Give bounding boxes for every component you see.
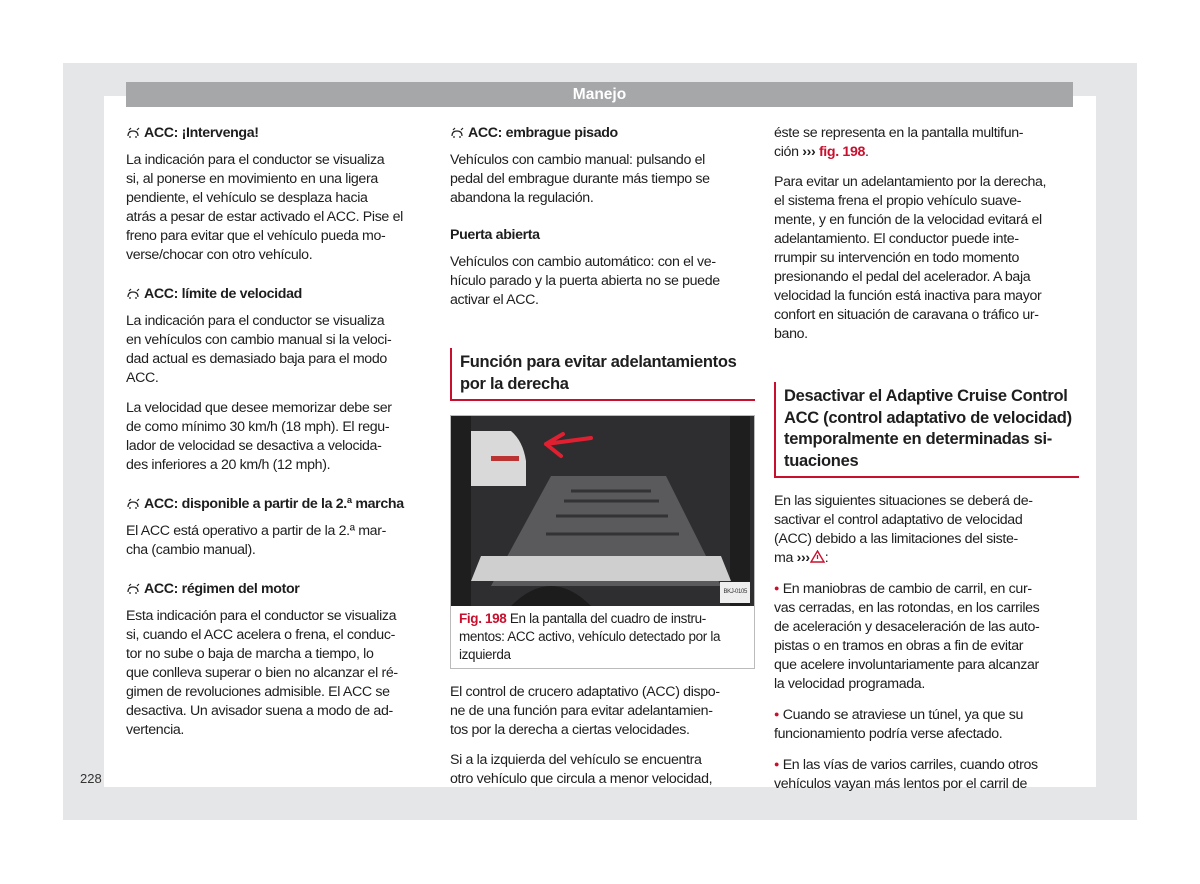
bullet-item	[774, 579, 1079, 694]
figure-link[interactable]: fig. 198	[818, 144, 866, 160]
ref-arrow: ›››	[796, 550, 810, 566]
bullet-icon: ●	[774, 759, 780, 769]
heading-text: ACC: régimen del motor	[144, 581, 300, 597]
heading-text: ACC: ¡Intervenga!	[144, 125, 259, 141]
heading-puerta-abierta: Puerta abierta	[450, 227, 540, 243]
bullet-item	[774, 755, 1079, 794]
heading-embrague	[450, 124, 755, 143]
column-3	[774, 124, 1079, 805]
dashboard-display-illustration	[451, 416, 750, 606]
heading-regimen-motor	[126, 580, 431, 599]
section-header: Manejo	[126, 82, 1073, 107]
text: éste se representa en la pantalla multifun- ción	[774, 125, 1024, 160]
bullet-text: En maniobras de cambio de carril, en cur- vas cerradas, en las rotondas, en los carriles de aceleración y desaceleración de las auto- pistas o en tramos en obras a fin de evitar que acelere involuntariamente para alcanzar la velocidad programada.	[774, 581, 1040, 692]
bullet-text: En las vías de varios carriles, cuando otros vehículos vayan más lentos por el carril de	[774, 757, 1038, 792]
section-title-adelantamientos: Función para evitar adelantamientos por la derecha	[450, 348, 755, 401]
paragraph: La velocidad que desee memorizar debe ser de como mínimo 30 km/h (18 mph). El regu- lador de velocidad se desactiva a velocida- des inferiores a 20 km/h (12 mph).	[126, 400, 392, 473]
column-1	[126, 124, 431, 751]
heading-segunda-marcha	[126, 495, 431, 514]
paragraph: Si a la izquierda del vehículo se encuentra otro vehículo que circula a menor velocidad,	[450, 752, 713, 787]
bullet-icon: ●	[774, 583, 780, 593]
heading-text: ACC: disponible a partir de la 2.ª marcha	[144, 496, 404, 512]
figure-label: Fig. 198	[459, 611, 507, 626]
arrow-left-icon	[546, 434, 591, 456]
paragraph: Vehículos con cambio automático: con el ve- hículo parado y la puerta abierta no se puede activar el ACC.	[450, 254, 720, 308]
page-number: 228	[80, 771, 102, 786]
paragraph	[774, 124, 1079, 162]
warning-triangle-icon[interactable]	[810, 550, 825, 563]
text: En las siguientes situaciones se deberá de- sactivar el control adaptativo de velocidad (ACC) debido a las limitaciones del siste- ma	[774, 493, 1033, 566]
paragraph: La indicación para el conductor se visualiza en vehículos con cambio manual si la veloci- dad actual es demasiado baja para el modo ACC.	[126, 313, 392, 386]
paragraph: Para evitar un adelantamiento por la derecha, el sistema frena el propio vehículo suave- mente, y en función de la velocidad evitará el adelantamiento. El conductor puede inte- rrumpir su intervención en todo momento presionando el pedal del acelerador. A baja velocidad la función está inactiva para mayor confort en situación de caravana o tráfico ur- bano.	[774, 174, 1047, 342]
section-title-desactivar: Desactivar el Adaptive Cruise Control ACC (control adaptativo de velocidad) temporalmente en determinadas si- tuaciones	[774, 382, 1079, 478]
acc-warning-icon	[126, 127, 141, 140]
heading-intervenga	[126, 124, 431, 143]
paragraph: La indicación para el conductor se visualiza si, al ponerse en movimiento en una ligera pendiente, el vehículo se desplaza hacia atrás a pesar de estar activado el ACC. Pise el freno para evitar que el vehículo pueda mo- verse/chocar con otro vehículo.	[126, 152, 403, 263]
paragraph: El control de crucero adaptativo (ACC) dispo- ne de una función para evitar adelantamien- tos por la derecha a ciertas velocidades.	[450, 684, 720, 738]
heading-text: ACC: embrague pisado	[468, 125, 618, 141]
bullet-text: Cuando se atraviese un túnel, ya que su funcionamiento podría verse afectado.	[774, 707, 1024, 742]
bullet-item	[774, 705, 1079, 744]
text: .	[865, 144, 869, 160]
figure-caption	[451, 606, 754, 668]
acc-warning-icon	[450, 127, 465, 140]
column-2	[450, 124, 755, 800]
ref-arrow: ›››	[802, 144, 816, 160]
paragraph: En las siguientes situaciones se deberá de- sactivar el control adaptativo de velocidad (ACC) debido a las limitaciones del siste- ma ››› :	[774, 493, 1033, 566]
acc-warning-icon	[126, 288, 141, 301]
acc-warning-icon	[126, 583, 141, 596]
heading-limite-velocidad	[126, 285, 431, 304]
heading-text: ACC: límite de velocidad	[144, 286, 302, 302]
paragraph: El ACC está operativo a partir de la 2.ª mar- cha (cambio manual).	[126, 523, 386, 558]
paragraph: Vehículos con cambio manual: pulsando el pedal del embrague durante más tiempo se abandona la regulación.	[450, 152, 710, 206]
caption-text: En la pantalla del cuadro de instru- mentos: ACC activo, vehículo detectado por la izquierda	[459, 611, 721, 662]
paragraph: Esta indicación para el conductor se visualiza si, cuando el ACC acelera o frena, el conduc- tor no sube o baja de marcha a tiempo, lo que conlleva superar o bien no alcanzar el ré- gimen de revoluciones admisible. El ACC se desactiva. Un avisador suena a modo de ad- vertencia.	[126, 608, 398, 738]
figure-image	[451, 416, 754, 606]
figure-code: BKJ-0105	[720, 582, 750, 603]
figure-198	[450, 415, 755, 669]
acc-warning-icon	[126, 498, 141, 511]
bullet-icon: ●	[774, 709, 780, 719]
